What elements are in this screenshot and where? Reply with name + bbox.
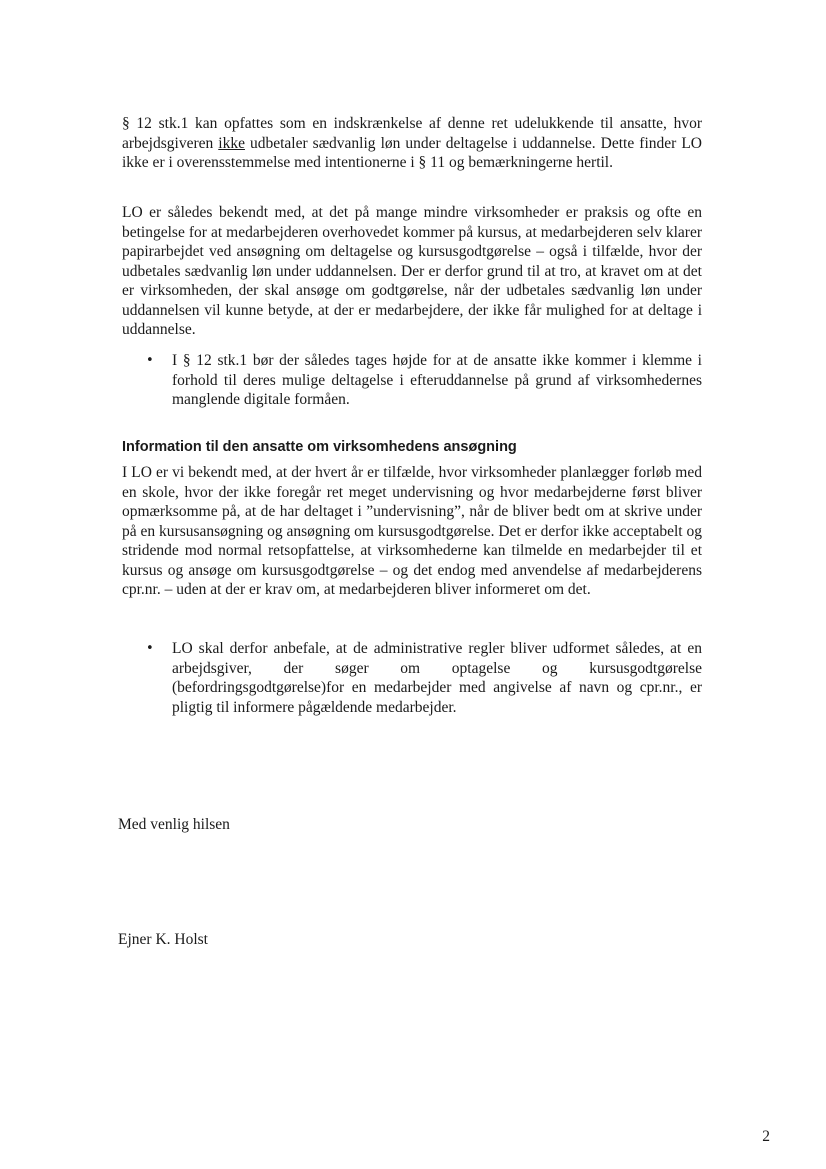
paragraph-information: I LO er vi bekendt med, at der hvert år er tilfælde, hvor virksomheder planlægger forløb med en skole, hvor der ikke foregår ret meget undervisning og hvor medarbejderne først bliver opmærksomme på, at de har deltaget i ”undervisning”, når de bliver bedt om at skrive under på en kursusansøgning og ansøgning om kursusgodtgørelse. Det er derfor ikke acceptabelt og stridende mod normal retsopfattelse, at virksomhederne kan tilmelde en medarbejder til et kursus og ansøge om kursusgodtgørelse – og det endog med anvendelse af medarbejderens cpr.nr. – uden at der er krav om, at medarbejderen bliver informeret om det.: [122, 464, 702, 598]
bullet-icon: •: [146, 641, 154, 656]
closing-greeting: Med venlig hilsen: [118, 816, 230, 833]
section-heading: Information til den ansatte om virksomhedens ansøgning: [122, 439, 517, 455]
bullet-item-2: [146, 639, 702, 717]
signature-name: Ejner K. Holst: [118, 931, 208, 948]
paragraph-lo-practice: LO er således bekendt med, at det på mange mindre virksomheder er praksis og ofte en betingelse for at medarbejderen overhovedet kommer på kursus, at medarbejderen selv klarer papirarbejdet ved ansøgning om deltagelse og kursusgodtgørelse – også i tilfælde, hvor der udbetales sædvanlig løn under uddannelsen. Der er derfor grund til at tro, at kravet om at det er virksomheden, der skal ansøge om godtgørelse, når der udbetales sædvanlig løn under uddannelsen vil kunne betyde, at der er medarbejdere, der ikke får mulighed for at deltage i uddannelse.: [122, 204, 702, 338]
paragraph-text: § 12 stk.1 kan opfattes som en indskrænkelse af denne ret udelukkende til ansatte, hvor arbejdsgiveren: [122, 115, 702, 152]
bullet-icon: •: [146, 353, 154, 368]
paragraph-text: udbetaler sædvanlig løn under deltagelse i uddannelse. Dette finder LO ikke er i overensstemmelse med intentionerne i § 11 og bemærkningerne hertil.: [122, 134, 702, 171]
bullet-item-1: [146, 351, 702, 410]
page-number: 2: [762, 1128, 770, 1145]
underlined-word: ikke: [218, 134, 245, 152]
paragraph-section-12: [122, 114, 702, 173]
bullet-text: I § 12 stk.1 bør der således tages højde for at de ansatte ikke kommer i klemme i forhold til deres mulige deltagelse i efteruddannelse på grund af virksomhedernes manglende digitale formåen.: [172, 352, 702, 408]
bullet-text: LO skal derfor anbefale, at de administrative regler bliver udformet således, at en arbejdsgiver, der søger om optagelse og kursusgodtgørelse (befordringsgodtgørelse)for en medarbejder med angivelse af navn og cpr.nr., er pligtig til informere pågældende medarbejder.: [172, 640, 702, 716]
